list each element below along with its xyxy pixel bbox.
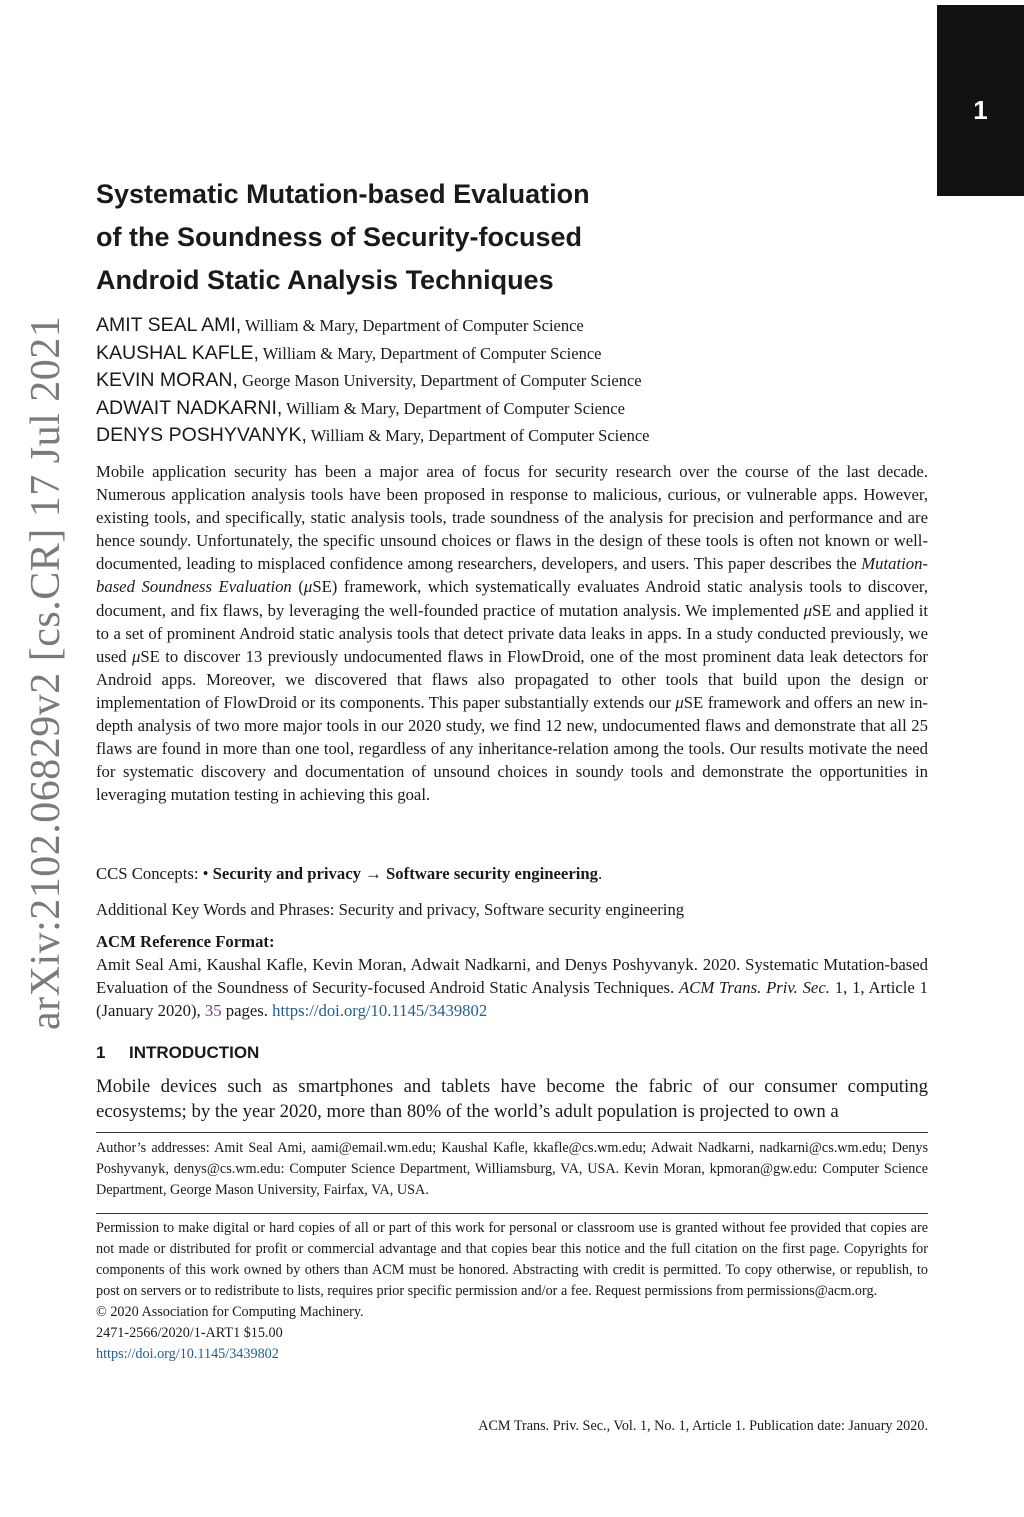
ccs-subconcept: Software security engineering: [386, 864, 598, 883]
abstract-text: SE) framework, which systematically evaluates Android static analysis tools to discover, document, and fix flaws, by leveraging the well-founded practice of mutation analysis. We implemented: [96, 577, 928, 620]
abstract-text: . Unfortunately, the specific unsound choices or flaws in the design of these tools is often not known or well-documented, leading to misplaced confidence among researchers, developers, and users. This paper describes the: [96, 531, 928, 574]
ccs-concepts: [96, 862, 936, 885]
title-line: Android Static Analysis Techniques: [96, 265, 554, 295]
abstract-text: SE and applied it to a set of prominent Android static analysis tools that detect private data leaks in apps. In a study conducted previously, we used: [96, 600, 928, 666]
permission-block: [96, 1218, 928, 1365]
abstract-text: SE to discover 13 previously undocumented flaws in FlowDroid, one of the most prominent data leak detectors for Android apps. Moreover, we discovered that flaws also propagated to other tools that build upon the design or implementation of FlowDroid or its components. This paper substantially extends our: [96, 646, 928, 712]
mu-symbol: μ: [803, 600, 812, 620]
acm-reference-volume: 1, 1, Article 1 (January 2020),: [96, 978, 928, 1020]
author-entry: [96, 422, 936, 450]
author-name: AMIT SEAL AMI,: [96, 314, 242, 336]
author-affiliation: William & Mary, Department of Computer Science: [241, 316, 584, 335]
title-line: Systematic Mutation-based Evaluation: [96, 179, 590, 209]
intro-paragraph: Mobile devices such as smartphones and tablets have become the fabric of our consumer computing ecosystems; by the year 2020, more than 80% of the world’s adult population is projected to own a: [96, 1076, 928, 1122]
author-list: [96, 312, 936, 450]
ccs-suffix: .: [597, 864, 603, 883]
permission-text: Permission to make digital or hard copies of all or part of this work for personal or classroom use is granted without fee provided that copies are not made or distributed for profit or commercial advantage and that copies bear this notice and the full citation on the first page. Copyrights for components of this work owned by others than ACM must be honored. Abstracting with credit is permitted. To copy otherwise, or republish, to post on servers or to redistribute to lists, requires prior specific permission and/or a fee. Request permissions from permissions@acm.org.: [96, 1220, 928, 1299]
page-footer: ACM Trans. Priv. Sec., Vol. 1, No. 1, Article 1. Publication date: January 2020.: [478, 1418, 928, 1434]
keywords: Additional Key Words and Phrases: Security and privacy, Software security engineering: [96, 900, 685, 919]
author-name: KAUSHAL KAFLE,: [96, 341, 259, 364]
acm-reference-journal: ACM Trans. Priv. Sec.: [679, 978, 830, 997]
abstract-text: Mobile application security has been a major area of focus for security research over the course of the last decade. Numerous application analysis tools have been proposed in response to malicious, curious, or vulnerable apps. However, existing tools, and specifically, static analysis tools, trade soundness of the analysis for precision and performance and are hence sound: [96, 462, 928, 551]
page-count-link[interactable]: 35: [204, 1001, 222, 1020]
ccs-prefix: CCS Concepts: •: [96, 864, 213, 883]
abstract-italic-y: y: [615, 762, 623, 782]
doi-link[interactable]: https://doi.org/10.1145/3439802: [272, 1001, 488, 1020]
section-heading: [96, 1043, 259, 1063]
permission-divider: [96, 1213, 928, 1214]
framework-name: Mutation-based Soundness Evaluation: [96, 554, 928, 597]
acm-reference-text: Amit Seal Ami, Kaushal Kafle, Kevin Moran, Adwait Nadkarni, and Denys Poshyvanyk. 2020. Systematic Mutation-based Evaluation of the Soundness of Security-focused Android Static Analysis Techniques.: [96, 955, 928, 997]
author-entry: [96, 367, 936, 395]
section-title: INTRODUCTION: [129, 1043, 260, 1062]
author-addresses: Author’s addresses: Amit Seal Ami, aami@email.wm.edu; Kaushal Kafle, kkafle@cs.wm.edu; Adwait Nadkarni, nadkarni@cs.wm.edu; Denys Poshyvanyk, denys@cs.wm.edu: Computer Science Department, Williamsburg, VA, USA. Kevin Moran, kpmoran@gw.edu: Computer Science Department, George Mason University, Fairfax, VA, USA.: [96, 1140, 928, 1198]
author-affiliation: William & Mary, Department of Computer Science: [306, 426, 650, 445]
author-entry: [96, 340, 936, 368]
paper-title: [96, 173, 796, 302]
abstract-text: SE framework and offers an new in-depth analysis of two more major tools in our 2020 study, we find 12 new, undocumented flaws and demonstrate that all 25 flaws are found in more than one tool, regardless of any inheritance-relation among the tools. Our results motivate the need for systematic discovery and documentation of unsound choices in sound: [96, 692, 928, 782]
author-affiliation: George Mason University, Department of Computer Science: [237, 371, 642, 390]
section-number: 1: [96, 1043, 106, 1062]
page-number: 1: [973, 95, 988, 125]
abstract-text: (: [291, 577, 304, 597]
abstract: [96, 460, 928, 806]
author-affiliation: William & Mary, Department of Computer Science: [258, 343, 602, 363]
author-entry: [96, 312, 936, 340]
mu-symbol: μ: [675, 692, 684, 712]
page-number-tab: [937, 5, 1024, 196]
arxiv-stamp: arXiv:2102.06829v2 [cs.CR] 17 Jul 2021: [23, 315, 69, 1030]
author-affiliation: William & Mary, Department of Computer Science: [282, 398, 625, 418]
author-name: DENYS POSHYVANYK,: [96, 424, 307, 446]
author-name: KEVIN MORAN,: [96, 369, 238, 391]
footer-doi-link[interactable]: https://doi.org/10.1145/3439802: [96, 1346, 279, 1362]
ccs-concept: Security and privacy: [212, 864, 361, 883]
ccs-arrow: →: [361, 864, 387, 883]
acm-reference-pages-suffix: pages.: [221, 1001, 273, 1020]
author-name: ADWAIT NADKARNI,: [96, 396, 283, 419]
mu-symbol: μ: [132, 646, 141, 666]
acm-reference: [96, 953, 928, 1022]
author-entry: [96, 395, 936, 423]
title-line: of the Soundness of Security-focused: [96, 222, 583, 252]
footnote-divider: [96, 1132, 928, 1133]
abstract-text: tools and demonstrate the opportunities in leveraging mutation testing in achieving this goal.: [96, 762, 928, 805]
acm-reference-heading: ACM Reference Format:: [96, 932, 275, 951]
abstract-italic-y: y: [179, 531, 188, 551]
issn-line: 2471-2566/2020/1-ART1 $15.00: [96, 1325, 283, 1341]
mu-symbol: μ: [303, 577, 313, 597]
copyright-line: © 2020 Association for Computing Machinery.: [96, 1304, 364, 1320]
